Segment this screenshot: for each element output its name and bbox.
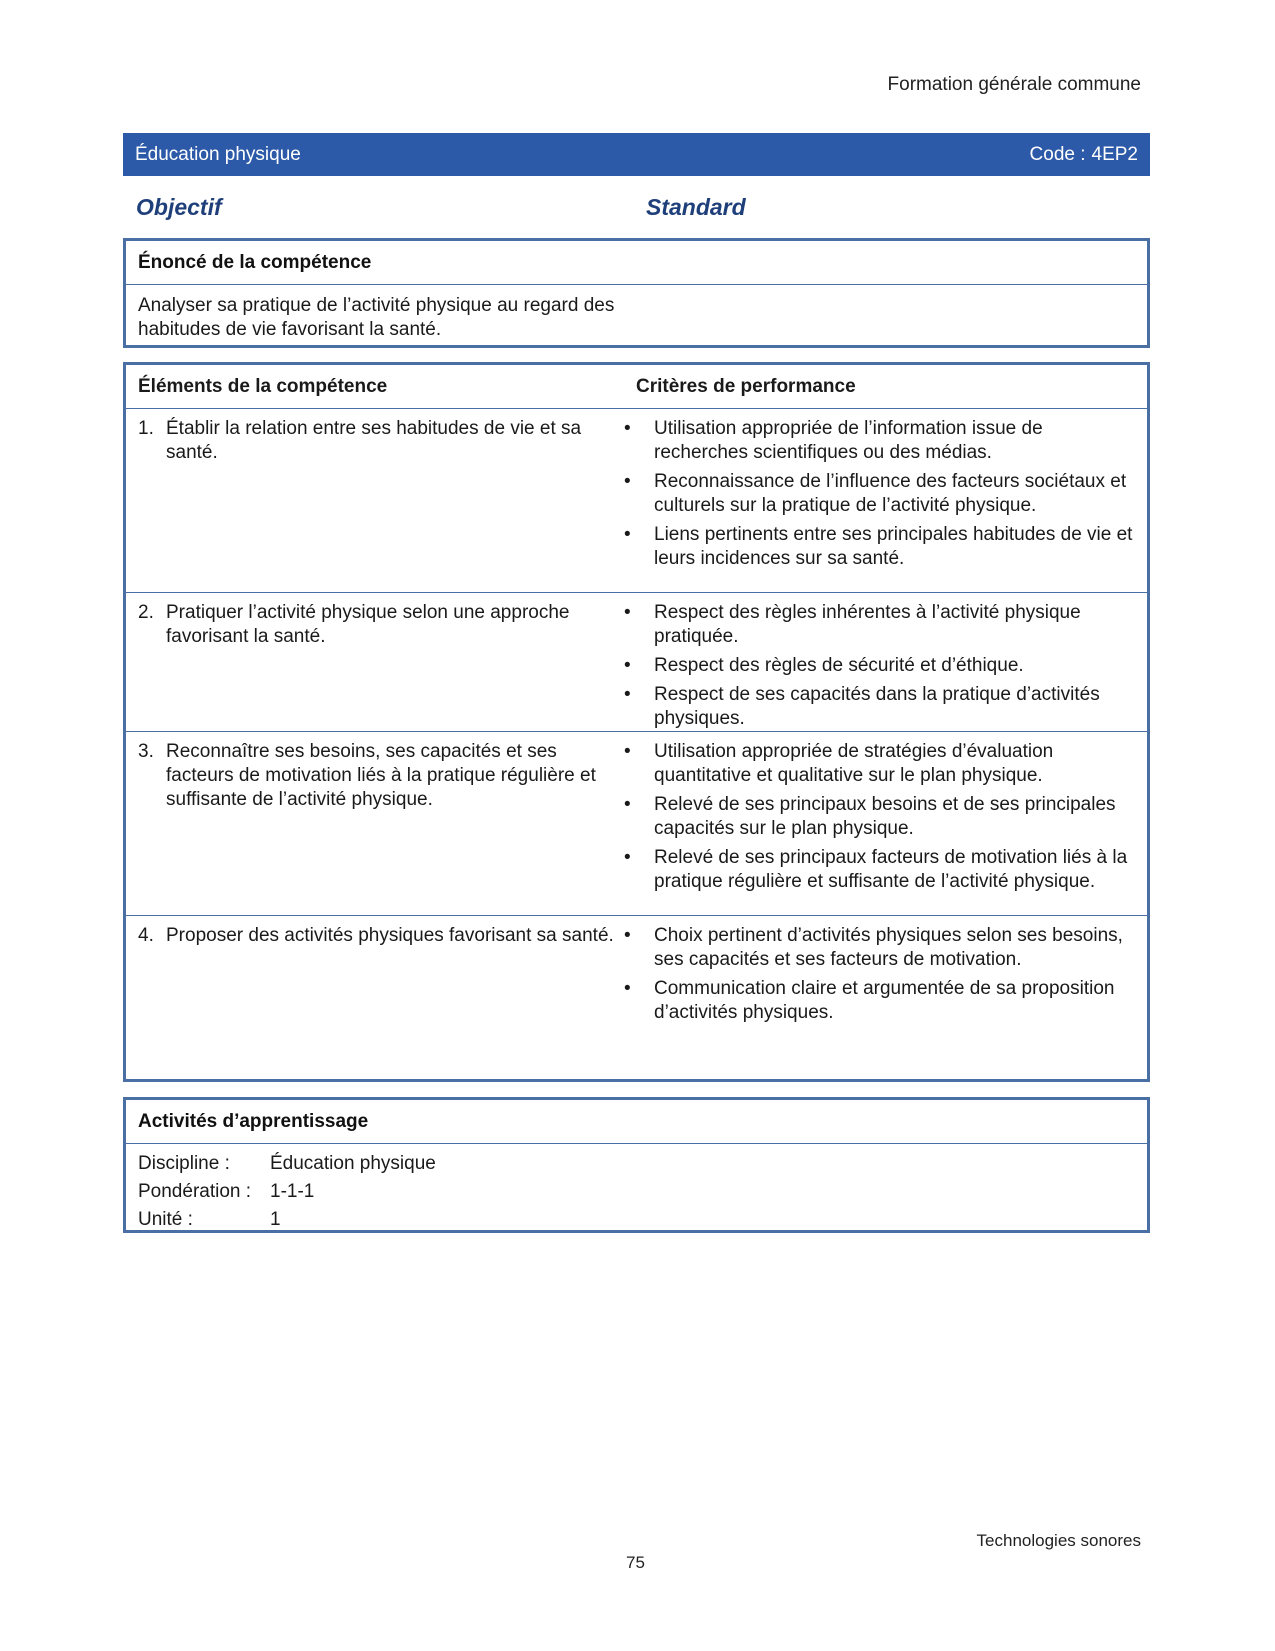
element-text: Pratiquer l’activité physique selon une approche favorisant la santé. [166,602,570,647]
element-number: 3. [138,741,154,762]
criterion-text: Respect de ses capacités dans la pratique d’activités physiques. [654,684,1100,729]
criterion-text: Utilisation appropriée de stratégies d’évaluation quantitative et qualitative sur le plan physique. [654,741,1054,786]
footer-program: Technologies sonores [976,1531,1141,1550]
table-row [126,732,1147,916]
element-text: Établir la relation entre ses habitudes de vie et sa santé. [166,418,582,463]
element-number: 2. [138,602,154,623]
bullet-icon: • [624,978,631,999]
criterion-item [624,683,1137,731]
criterion-item [624,523,1137,571]
criterion-text: Communication claire et argumentée de sa proposition d’activités physiques. [654,978,1115,1023]
criterion-item [624,846,1137,894]
ponderation-line [138,1178,1135,1206]
col-elements: Éléments de la compétence [138,375,388,397]
criterion-text: Respect des règles de sécurité et d’éthique. [654,655,1024,676]
criteria-cell [624,409,1147,592]
ponderation-label: Pondération : [138,1181,252,1202]
criteria-cell [624,593,1147,731]
element-cell [126,409,624,592]
table-row [126,593,1147,732]
elements-table [123,362,1150,1082]
course-banner [123,133,1150,176]
page-number: 75 [626,1553,645,1572]
criterion-item [624,793,1137,841]
criterion-text: Reconnaissance de l’influence des facteurs sociétaux et culturels sur la pratique de l’activité physique. [654,471,1127,516]
discipline-value: Éducation physique [270,1153,436,1174]
bullet-icon: • [624,655,631,676]
col-criteres: Critères de performance [636,375,856,397]
criterion-text: Choix pertinent d’activités physiques selon ses besoins, ses capacités et ses facteurs de motivation. [654,925,1123,970]
element-text: Reconnaître ses besoins, ses capacités et ses facteurs de motivation liés à la pratique régulière et suffisante de l’activité physique. [166,741,596,810]
bullet-icon: • [624,925,631,946]
criterion-item [624,924,1137,972]
heading-objectif: Objectif [136,194,222,220]
element-cell [126,732,624,915]
ponderation-value: 1-1-1 [270,1181,315,1202]
criterion-text: Respect des règles inhérentes à l’activité physique pratiquée. [654,602,1081,647]
criterion-text: Utilisation appropriée de l’information issue de recherches scientifiques ou des médias. [654,418,1043,463]
unite-value: 1 [270,1209,281,1230]
bullet-icon: • [624,602,631,623]
code-label: Code : [1029,143,1086,165]
enonce-box [123,238,1150,348]
element-number: 4. [138,925,154,946]
running-head: Formation générale commune [887,74,1141,95]
criterion-item [624,654,1137,678]
enonce-title: Énoncé de la compétence [126,241,1147,285]
discipline-label: Discipline : [138,1153,230,1174]
heading-standard: Standard [646,194,746,220]
enonce-text: Analyser sa pratique de l’activité physique au regard des habitudes de vie favorisant la santé. [138,295,615,340]
criterion-item [624,417,1137,465]
criteria-cell [624,732,1147,915]
criterion-item [624,601,1137,649]
criterion-item [624,740,1137,788]
course-code [1030,144,1138,166]
element-cell [126,916,624,1050]
table-row [126,409,1147,593]
elements-table-header [126,365,1147,409]
bullet-icon: • [624,794,631,815]
code-value: 4EP2 [1091,143,1138,165]
bullet-icon: • [624,418,631,439]
element-cell [126,593,624,731]
bullet-icon: • [624,847,631,868]
activites-body [126,1144,1147,1240]
criterion-item [624,977,1137,1025]
criteria-cell [624,916,1147,1050]
criterion-text: Liens pertinents entre ses principales habitudes de vie et leurs incidences sur sa santé. [654,524,1133,569]
banner-discipline: Éducation physique [135,143,301,165]
criterion-text: Relevé de ses principaux besoins et de ses principales capacités sur le plan physique. [654,794,1116,839]
bullet-icon: • [624,471,631,492]
bullet-icon: • [624,524,631,545]
unite-line [138,1206,1135,1234]
bullet-icon: • [624,741,631,762]
element-text: Proposer des activités physiques favorisant sa santé. [166,925,614,946]
activites-box [123,1097,1150,1233]
unite-label: Unité : [138,1209,193,1230]
bullet-icon: • [624,684,631,705]
discipline-line [138,1150,1135,1178]
elements-rows [126,409,1147,1050]
criterion-item [624,470,1137,518]
element-number: 1. [138,418,154,439]
activites-title: Activités d’apprentissage [126,1100,1147,1144]
criterion-text: Relevé de ses principaux facteurs de motivation liés à la pratique régulière et suffisante de l’activité physique. [654,847,1128,892]
table-row [126,916,1147,1050]
